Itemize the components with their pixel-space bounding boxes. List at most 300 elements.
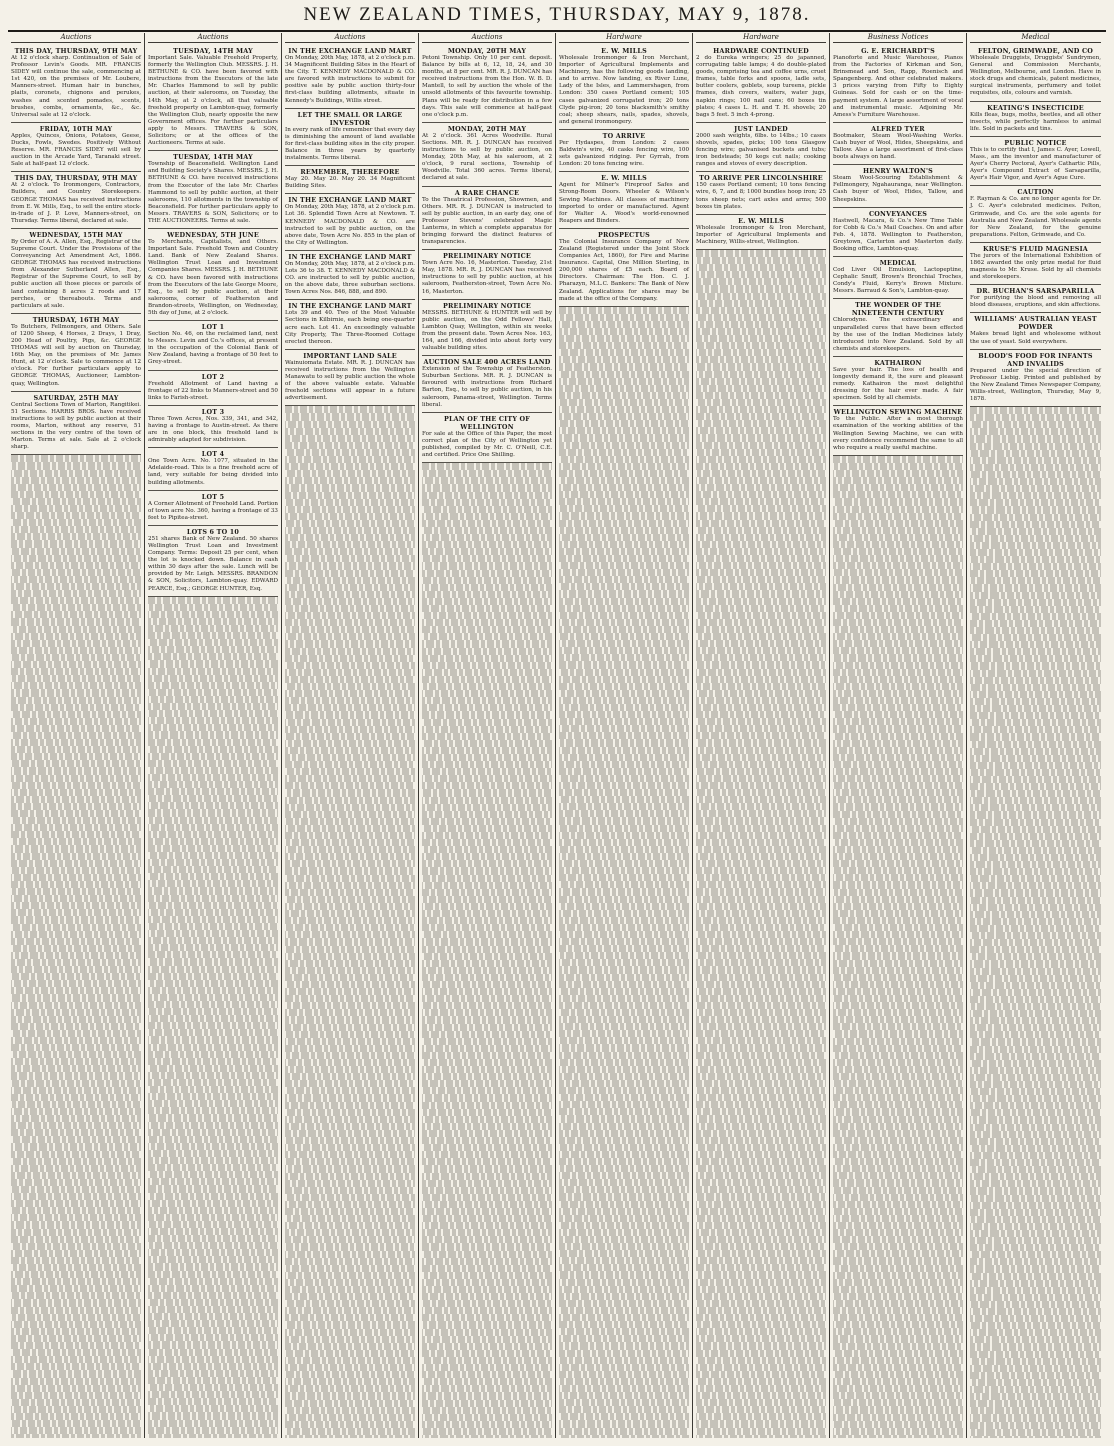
text-line-filler bbox=[696, 520, 826, 527]
text-line-filler bbox=[696, 1101, 826, 1108]
text-line-filler bbox=[970, 847, 1101, 854]
text-line-filler bbox=[833, 846, 963, 853]
text-line-filler bbox=[11, 1037, 141, 1044]
text-line-filler bbox=[559, 860, 689, 867]
text-line-filler bbox=[559, 1413, 689, 1420]
text-line-filler bbox=[11, 1434, 141, 1438]
text-line-filler bbox=[148, 1022, 278, 1029]
text-line-filler bbox=[833, 1151, 963, 1158]
text-line-filler bbox=[833, 761, 963, 768]
text-line-filler bbox=[559, 1385, 689, 1392]
text-line-filler bbox=[833, 1073, 963, 1080]
text-line-filler bbox=[970, 911, 1101, 918]
text-line-filler bbox=[696, 896, 826, 903]
text-line-filler bbox=[696, 910, 826, 917]
advertisement bbox=[148, 491, 278, 526]
text-line-filler bbox=[422, 719, 552, 726]
text-line-filler bbox=[833, 960, 963, 967]
text-line-filler bbox=[970, 670, 1101, 677]
advertisement-text: Town Acre No. 16, Masterton. Tuesday, 21st May, 1878. MR. R. J. DUNCAN has received instructions to sell by public auction, at his saleroom, Featherston-street, Town Acre No. 16, Masterton. bbox=[422, 260, 552, 295]
text-line-filler bbox=[422, 1371, 552, 1378]
text-line-filler bbox=[970, 726, 1101, 733]
text-line-filler bbox=[559, 541, 689, 548]
text-line-filler bbox=[696, 853, 826, 860]
text-line-filler bbox=[11, 697, 141, 704]
text-line-filler bbox=[970, 1053, 1101, 1060]
text-line-filler bbox=[11, 477, 141, 484]
advertisement bbox=[833, 406, 963, 455]
advertisement-text: To Merchants, Capitalists, and Others. Important Sale. Freehold Town and Country Land. Bank of New Zealand Shares. Wellington Trust Loan and Investment Companies Shares. MESSRS. J. H. BETHUNE & CO. have been favored with instructions from the Executors of the late George Moore, Esq., to sell by public auction, at their salerooms, corner of Featherston and Brandon-streets, Wellington, on Wednesday, 5th day of June, at 2 o'clock. bbox=[148, 239, 278, 316]
text-line-filler bbox=[833, 1428, 963, 1435]
text-line-filler bbox=[696, 761, 826, 768]
text-line-filler bbox=[696, 1342, 826, 1349]
advertisement-text: To Butchers, Fellmongers, and Others. Sale of 1200 Sheep, 4 Horses, 2 Drays, 1 Dray, 200 Head of Poultry, Pigs, &c. GEORGE THOMAS will sell by auction on Thursday, 16th May, on the premises of Mr. James Hunt, at 12 o'clock. Sale to commence at 12 o'clock. For further particulars apply to GEORGE THOMAS, Auctioneer, Lambton-quay, Wellington. bbox=[11, 323, 141, 387]
text-line-filler bbox=[11, 938, 141, 945]
text-line-filler bbox=[970, 712, 1101, 719]
advertisement-title: TUESDAY, 14TH MAY bbox=[173, 153, 253, 162]
text-line-filler bbox=[148, 873, 278, 880]
text-line-filler bbox=[422, 534, 552, 541]
text-line-filler bbox=[970, 1116, 1101, 1123]
text-line-filler bbox=[422, 1293, 552, 1300]
text-line-filler bbox=[285, 577, 415, 584]
text-line-filler bbox=[970, 584, 1101, 591]
text-line-filler bbox=[285, 1243, 415, 1250]
advertisement-title: PUBLIC NOTICE bbox=[1004, 138, 1067, 147]
text-line-filler bbox=[559, 307, 689, 314]
text-line-filler bbox=[559, 817, 689, 824]
text-line-filler bbox=[148, 973, 278, 980]
advertisement-text: 2000 sash weights, 6lbs. to 14lbs.; 10 cases shovels, spades, picks; 100 tons Glasgow fencing wire; galvanised buckets and tubs; iron bedsteads; 50 kegs cut nails; cooking ranges and stoves of every description. bbox=[696, 132, 826, 168]
text-line-filler bbox=[285, 974, 415, 981]
text-line-filler bbox=[422, 1215, 552, 1222]
text-line-filler bbox=[696, 1293, 826, 1300]
text-line-filler bbox=[11, 1108, 141, 1115]
text-line-filler bbox=[833, 1215, 963, 1222]
advertisement bbox=[559, 130, 689, 172]
text-line-filler bbox=[148, 852, 278, 859]
advertisement-text: For purifying the blood and removing all blood diseases, eruptions, and skin affections. bbox=[970, 295, 1101, 309]
text-line-filler bbox=[11, 611, 141, 618]
text-line-filler bbox=[148, 1427, 278, 1434]
text-line-filler bbox=[11, 1030, 141, 1037]
text-line-filler bbox=[422, 896, 552, 903]
text-line-filler bbox=[285, 811, 415, 818]
text-line-filler bbox=[970, 606, 1101, 613]
text-line-filler bbox=[970, 854, 1101, 861]
text-line-filler bbox=[559, 881, 689, 888]
text-line-filler bbox=[696, 293, 826, 300]
text-line-filler bbox=[148, 632, 278, 639]
text-line-filler bbox=[422, 463, 552, 470]
text-line-filler bbox=[285, 853, 415, 860]
advertisement-title: THE WONDER OF THE NINETEENTH CENTURY bbox=[851, 301, 945, 318]
text-line-filler bbox=[285, 839, 415, 846]
text-line-filler bbox=[11, 1101, 141, 1108]
text-line-filler bbox=[970, 435, 1101, 442]
text-line-filler bbox=[833, 789, 963, 796]
text-line-filler bbox=[833, 1002, 963, 1009]
advertisement bbox=[696, 45, 826, 123]
advertisement-text: Wholesale Ironmonger & Iron Merchant, Importer of Agricultural Implements and Machinery, has the following goods landing, and to arrive. Now landing, ex River Lune, Lady of the Isles, and Lammershagen, from London: 350 cases Portland cement; 105 cases galvanized corrugated iron; 20 tons Clyde pig-iron; 20 tons blacksmith's smithy coal; sheep shears, nails, spades, shovels, and general ironmongery. bbox=[559, 55, 689, 125]
text-line-filler bbox=[422, 506, 552, 513]
text-line-filler bbox=[422, 1066, 552, 1073]
text-line-filler bbox=[970, 811, 1101, 818]
text-line-filler bbox=[970, 691, 1101, 698]
text-line-filler bbox=[148, 1420, 278, 1427]
text-line-filler bbox=[970, 577, 1101, 584]
text-line-filler bbox=[285, 406, 415, 413]
text-line-filler bbox=[696, 796, 826, 803]
text-line-filler bbox=[148, 937, 278, 944]
text-line-filler bbox=[970, 705, 1101, 712]
text-line-filler bbox=[559, 520, 689, 527]
text-line-filler bbox=[11, 994, 141, 1001]
text-line-filler bbox=[696, 988, 826, 995]
text-line-filler bbox=[285, 1314, 415, 1321]
text-line-filler bbox=[285, 711, 415, 718]
text-line-filler bbox=[148, 802, 278, 809]
advertisement bbox=[11, 45, 141, 123]
text-line-filler bbox=[285, 1208, 415, 1215]
advertisement-title: FRIDAY, 10TH MAY bbox=[39, 124, 113, 133]
text-line-filler bbox=[696, 1350, 826, 1357]
text-line-filler bbox=[11, 1065, 141, 1072]
text-line-filler bbox=[148, 1405, 278, 1412]
text-line-filler bbox=[559, 598, 689, 605]
text-line-filler bbox=[970, 627, 1101, 634]
text-line-filler bbox=[148, 958, 278, 965]
text-line-filler bbox=[696, 1165, 826, 1172]
text-line-filler bbox=[285, 541, 415, 548]
text-line-filler bbox=[148, 760, 278, 767]
text-line-filler bbox=[559, 1378, 689, 1385]
text-line-filler bbox=[11, 831, 141, 838]
text-line-filler bbox=[11, 1349, 141, 1356]
advertisement-text: Extension of the Township of Featherston. Suburban Sections. MR. R. J. DUNCAN is favoured with instructions from Richard Barton, Esq., to sell by public auction, in his saleroom, Panama-street, Wellington. Terms liberal. bbox=[422, 366, 552, 408]
text-line-filler bbox=[559, 959, 689, 966]
text-line-filler bbox=[285, 492, 415, 499]
text-line-filler bbox=[11, 718, 141, 725]
text-line-filler bbox=[833, 1130, 963, 1137]
text-line-filler bbox=[285, 1414, 415, 1421]
text-line-filler bbox=[11, 1058, 141, 1065]
text-line-filler bbox=[559, 704, 689, 711]
text-line-filler bbox=[285, 1293, 415, 1300]
text-line-filler bbox=[833, 1314, 963, 1321]
text-line-filler bbox=[148, 1398, 278, 1405]
text-line-filler bbox=[696, 264, 826, 271]
text-line-filler bbox=[11, 810, 141, 817]
text-line-filler bbox=[148, 1200, 278, 1207]
text-line-filler bbox=[285, 1002, 415, 1009]
text-line-filler bbox=[422, 924, 552, 931]
text-line-filler bbox=[422, 1428, 552, 1435]
text-line-filler bbox=[559, 619, 689, 626]
text-line-filler bbox=[833, 605, 963, 612]
text-line-filler bbox=[833, 633, 963, 640]
text-line-filler bbox=[559, 427, 689, 434]
text-line-filler bbox=[559, 661, 689, 668]
text-line-filler bbox=[422, 775, 552, 782]
text-line-filler bbox=[696, 966, 826, 973]
text-line-filler bbox=[422, 946, 552, 953]
text-line-filler bbox=[422, 1201, 552, 1208]
text-line-filler bbox=[422, 1080, 552, 1087]
text-line-filler bbox=[11, 562, 141, 569]
text-line-filler bbox=[833, 1350, 963, 1357]
text-line-filler bbox=[833, 662, 963, 669]
text-line-filler bbox=[970, 1131, 1101, 1138]
text-line-filler bbox=[559, 952, 689, 959]
text-line-filler bbox=[970, 769, 1101, 776]
text-line-filler bbox=[148, 1065, 278, 1072]
text-line-filler bbox=[696, 945, 826, 952]
text-line-filler bbox=[696, 1257, 826, 1264]
text-line-filler bbox=[148, 724, 278, 731]
text-line-filler bbox=[833, 1194, 963, 1201]
column bbox=[967, 33, 1104, 1438]
text-line-filler bbox=[422, 1300, 552, 1307]
text-line-filler bbox=[970, 1024, 1101, 1031]
text-line-filler bbox=[559, 1406, 689, 1413]
column bbox=[556, 33, 693, 1438]
text-line-filler bbox=[970, 1301, 1101, 1308]
text-line-filler bbox=[11, 661, 141, 668]
text-line-filler bbox=[559, 917, 689, 924]
text-line-filler bbox=[148, 980, 278, 987]
text-line-filler bbox=[148, 717, 278, 724]
text-line-filler bbox=[11, 732, 141, 739]
text-line-filler bbox=[559, 1236, 689, 1243]
advertisement bbox=[11, 314, 141, 392]
text-line-filler bbox=[285, 1378, 415, 1385]
text-line-filler bbox=[970, 1273, 1101, 1280]
text-line-filler bbox=[422, 541, 552, 548]
text-line-filler bbox=[559, 1399, 689, 1406]
text-line-filler bbox=[559, 633, 689, 640]
text-line-filler bbox=[422, 570, 552, 577]
text-line-filler bbox=[559, 356, 689, 363]
text-line-filler bbox=[696, 718, 826, 725]
text-line-filler bbox=[833, 1201, 963, 1208]
text-line-filler bbox=[11, 775, 141, 782]
text-line-filler bbox=[148, 1356, 278, 1363]
text-line-filler bbox=[696, 484, 826, 491]
advertisement bbox=[970, 243, 1101, 285]
text-line-filler bbox=[559, 527, 689, 534]
text-line-filler bbox=[833, 584, 963, 591]
text-line-filler bbox=[148, 838, 278, 845]
advertisement bbox=[285, 350, 415, 407]
text-line-filler bbox=[559, 1052, 689, 1059]
advertisement-text: Wholesale Druggists, Druggists' Sundrymen, General and Commission Merchants, Wellington, Melbourne, and London. Have in stock drugs and chemicals, patent medicines, surgical instruments, perfumery and toilet requisites, oils, colours and varnish. bbox=[970, 55, 1101, 97]
text-line-filler bbox=[970, 918, 1101, 925]
text-line-filler bbox=[970, 1209, 1101, 1216]
text-line-filler bbox=[559, 874, 689, 881]
text-line-filler bbox=[696, 860, 826, 867]
text-line-filler bbox=[559, 385, 689, 392]
text-line-filler bbox=[559, 647, 689, 654]
text-line-filler bbox=[970, 932, 1101, 939]
advertisement-title: MEDICAL bbox=[879, 259, 917, 268]
text-line-filler bbox=[559, 413, 689, 420]
text-line-filler bbox=[11, 895, 141, 902]
text-line-filler bbox=[970, 662, 1101, 669]
text-line-filler bbox=[833, 832, 963, 839]
text-line-filler bbox=[148, 781, 278, 788]
text-line-filler bbox=[970, 989, 1101, 996]
text-line-filler bbox=[696, 314, 826, 321]
text-line-filler bbox=[970, 1414, 1101, 1421]
text-line-filler bbox=[696, 888, 826, 895]
text-line-filler bbox=[559, 1243, 689, 1250]
advertisement-title: PRELIMINARY NOTICE bbox=[443, 252, 531, 261]
text-line-filler bbox=[970, 1407, 1101, 1414]
text-line-filler bbox=[833, 796, 963, 803]
text-line-filler bbox=[285, 719, 415, 726]
text-line-filler bbox=[833, 1101, 963, 1108]
text-line-filler bbox=[696, 399, 826, 406]
text-line-filler bbox=[11, 1321, 141, 1328]
text-line-filler bbox=[559, 1364, 689, 1371]
text-line-filler bbox=[559, 945, 689, 952]
text-line-filler bbox=[11, 569, 141, 576]
text-line-filler bbox=[833, 1328, 963, 1335]
text-line-filler bbox=[970, 1138, 1101, 1145]
text-line-filler bbox=[833, 1236, 963, 1243]
text-line-filler bbox=[422, 1286, 552, 1293]
text-line-filler bbox=[970, 1265, 1101, 1272]
text-line-filler bbox=[833, 867, 963, 874]
text-line-filler bbox=[11, 1221, 141, 1228]
text-line-filler bbox=[285, 633, 415, 640]
text-line-filler bbox=[559, 903, 689, 910]
text-line-filler bbox=[970, 648, 1101, 655]
text-line-filler bbox=[970, 634, 1101, 641]
text-line-filler bbox=[148, 1072, 278, 1079]
text-line-filler bbox=[148, 1058, 278, 1065]
advertisement-text: Freehold Allotment of Land having a frontage of 22 links to Manners-street and 50 links to Farish-street. bbox=[148, 380, 278, 401]
text-line-filler bbox=[559, 442, 689, 449]
text-line-filler bbox=[970, 613, 1101, 620]
text-line-filler bbox=[285, 931, 415, 938]
text-line-filler bbox=[970, 1386, 1101, 1393]
text-line-filler bbox=[148, 774, 278, 781]
column bbox=[830, 33, 967, 1438]
text-line-filler bbox=[148, 1313, 278, 1320]
advertisement bbox=[148, 406, 278, 448]
text-line-filler bbox=[285, 421, 415, 428]
advertisement bbox=[970, 285, 1101, 313]
text-line-filler bbox=[970, 641, 1101, 648]
text-line-filler bbox=[970, 1244, 1101, 1251]
text-line-filler bbox=[11, 505, 141, 512]
text-line-filler bbox=[970, 1251, 1101, 1258]
text-line-filler bbox=[285, 726, 415, 733]
text-line-filler bbox=[11, 1122, 141, 1129]
text-line-filler bbox=[285, 761, 415, 768]
text-line-filler bbox=[285, 690, 415, 697]
text-line-filler bbox=[833, 1265, 963, 1272]
text-line-filler bbox=[833, 1023, 963, 1030]
text-line-filler bbox=[148, 1320, 278, 1327]
text-line-filler bbox=[422, 1059, 552, 1066]
text-line-filler bbox=[833, 1421, 963, 1428]
text-line-filler bbox=[833, 1030, 963, 1037]
text-line-filler bbox=[833, 1335, 963, 1342]
text-line-filler bbox=[696, 981, 826, 988]
advertisement bbox=[696, 215, 826, 250]
text-line-filler bbox=[833, 1250, 963, 1257]
text-line-filler bbox=[285, 683, 415, 690]
advertisement-title: LET THE SMALL OR LARGE INVESTOR bbox=[297, 110, 403, 127]
text-line-filler bbox=[696, 1328, 826, 1335]
text-line-filler bbox=[696, 867, 826, 874]
text-line-filler bbox=[11, 1136, 141, 1143]
text-line-filler bbox=[833, 619, 963, 626]
advertisement-title: A RARE CHANCE bbox=[454, 188, 520, 197]
text-line-filler bbox=[148, 646, 278, 653]
text-line-filler bbox=[970, 1351, 1101, 1358]
text-line-filler bbox=[696, 576, 826, 583]
text-line-filler bbox=[970, 833, 1101, 840]
text-line-filler bbox=[696, 1406, 826, 1413]
text-line-filler bbox=[422, 470, 552, 477]
column-heading: Auctions bbox=[422, 33, 552, 43]
text-line-filler bbox=[285, 1009, 415, 1016]
text-line-filler bbox=[11, 1179, 141, 1186]
text-line-filler bbox=[696, 278, 826, 285]
text-line-filler bbox=[11, 1172, 141, 1179]
text-line-filler bbox=[285, 1080, 415, 1087]
text-line-filler bbox=[970, 1195, 1101, 1202]
text-line-filler bbox=[696, 640, 826, 647]
text-line-filler bbox=[970, 1109, 1101, 1116]
text-line-filler bbox=[696, 952, 826, 959]
text-line-filler bbox=[148, 689, 278, 696]
text-line-filler bbox=[970, 996, 1101, 1003]
text-line-filler bbox=[11, 675, 141, 682]
text-line-filler bbox=[833, 1208, 963, 1215]
text-line-filler bbox=[285, 1265, 415, 1272]
text-line-filler bbox=[285, 832, 415, 839]
text-line-filler bbox=[285, 1428, 415, 1435]
text-line-filler bbox=[285, 1116, 415, 1123]
text-line-filler bbox=[422, 1272, 552, 1279]
text-line-filler bbox=[833, 1080, 963, 1087]
text-line-filler bbox=[422, 633, 552, 640]
text-line-filler bbox=[148, 788, 278, 795]
text-line-filler bbox=[696, 626, 826, 633]
text-line-filler bbox=[148, 902, 278, 909]
text-line-filler bbox=[422, 846, 552, 853]
text-line-filler bbox=[970, 1088, 1101, 1095]
text-line-filler bbox=[559, 1080, 689, 1087]
text-line-filler bbox=[422, 1187, 552, 1194]
text-line-filler bbox=[559, 853, 689, 860]
column bbox=[145, 33, 282, 1438]
text-line-filler bbox=[11, 782, 141, 789]
text-line-filler bbox=[559, 832, 689, 839]
text-line-filler bbox=[696, 363, 826, 370]
text-line-filler bbox=[422, 1109, 552, 1116]
text-line-filler bbox=[970, 1202, 1101, 1209]
text-line-filler bbox=[559, 768, 689, 775]
text-line-filler bbox=[696, 1364, 826, 1371]
text-line-filler bbox=[285, 1180, 415, 1187]
text-line-filler bbox=[148, 1086, 278, 1093]
